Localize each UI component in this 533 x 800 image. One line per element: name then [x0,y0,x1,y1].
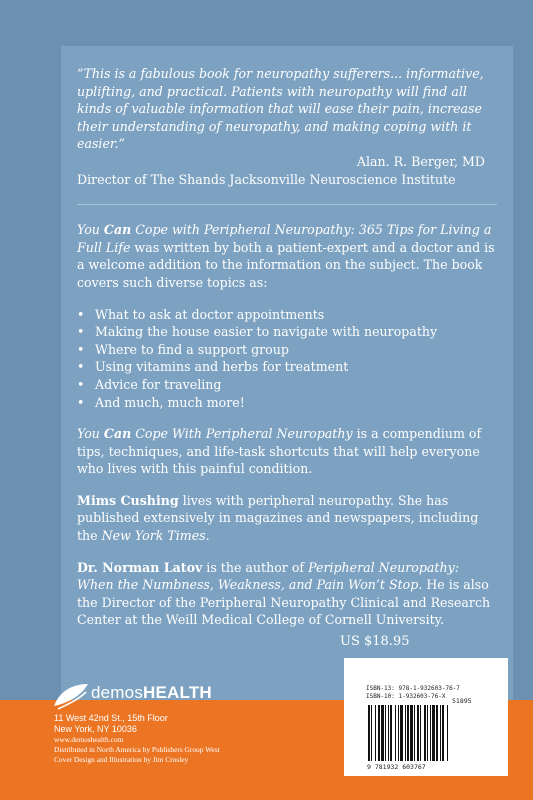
logo-suffix: HEALTH [143,683,212,702]
list-item: • Using vitamins and herbs for treatment [77,358,497,376]
author1-text: lives with peripheral neuropathy. She has published extensively in magazines and newspapers, including the [77,492,479,544]
divider [77,204,497,205]
author-bio-cushing [77,492,497,545]
author2-book: Peripheral Neuropathy: When the Numbness, Weakness, and Pain Won’t Stop [77,559,459,593]
barcode-number: 9 781932 603767 [367,763,426,771]
address-line2: New York, NY 10036 [54,724,137,734]
list-item: • What to ask at doctor appointments [77,306,497,324]
topic-list [77,306,497,412]
compendium-book-title: Cope With Peripheral Neuropathy [131,426,353,442]
blurb-author: Alan. R. Berger, MD [356,153,485,169]
intro-paragraph [77,221,497,291]
list-item: • Where to find a support group [77,341,497,359]
compendium-can: Can [103,426,132,442]
author1-paper: New York Times [101,528,206,544]
design-credit: Cover Design and Illustration by Jim Crosley [54,755,189,764]
list-item: • And much, much more! [77,394,497,412]
intro-book-title: Cope with Peripheral Neuropathy: 365 Tips for Living a Full Life [77,222,492,255]
compendium-paragraph [77,425,497,478]
list-item: • Making the house easier to navigate with neuropathy [77,323,497,341]
publisher-logo [91,683,212,703]
barcode-icon [368,705,498,761]
author2-text1: is the author of [202,559,309,575]
logo-prefix: demos [91,683,144,702]
publisher-address [54,713,220,765]
author-bio-latov [77,559,497,629]
distribution-note: Distributed in North America by Publishers Group West [54,745,220,754]
barcode-price-code: 51895 [452,697,472,705]
blurb-author-title: Director of The Shands Jacksonville Neuroscience Institute [77,171,456,187]
author1-end: . [205,528,210,544]
isbn-labels [366,685,492,701]
compendium-you: You [77,426,104,442]
author2-text2: . He is also the Director of the Peripheral Neuropathy Clinical and Research Center at the Weill Medical College of Cornell University. [77,577,491,628]
list-item: • Advice for traveling [77,376,497,394]
cover-text [77,65,497,643]
compendium-rest: is a compendium of tips, techniques, and life-task shortcuts that will help everyone who lives with this painful condition. [77,426,482,477]
intro-rest: was written by both a patient-expert and a doctor and is a welcome addition to the information on the subject. The book covers such diverse topics as: [77,239,495,290]
blurb-quote: “This is a fabulous book for neuropathy sufferers... informative, uplifting, and practical. Patients with neuropathy will find all kinds of valuable information that will ease their pain, increase their understanding of neuropathy, and making coping with it easier.” [77,66,484,152]
author1-name: Mims Cushing [77,492,179,508]
isbn10: ISBN-10: 1-932603-76-X [366,693,446,700]
author2-name: Dr. Norman Latov [77,559,203,575]
intro-you: You [77,222,104,238]
isbn13: ISBN-13: 978-1-932603-76-7 [366,685,460,692]
intro-can: Can [103,222,132,238]
price-label: US $18.95 [340,634,410,649]
publisher-website: www.demoshealth.com [54,735,124,744]
address-line1: 11 West 42nd St., 15th Floor [54,713,168,723]
